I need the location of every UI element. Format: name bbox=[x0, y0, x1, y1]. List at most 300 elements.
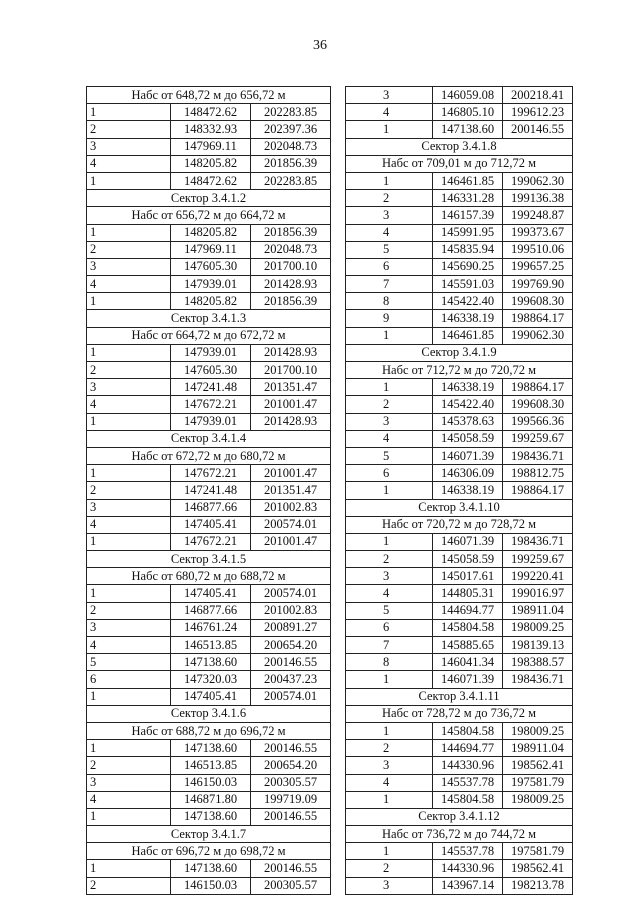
y-coordinate-cell: 200574.01 bbox=[251, 516, 331, 533]
x-coordinate-cell: 145804.58 bbox=[433, 722, 503, 739]
x-coordinate-cell: 145591.03 bbox=[433, 276, 503, 293]
x-coordinate-cell: 146071.39 bbox=[433, 447, 503, 464]
point-number-cell: 3 bbox=[346, 207, 433, 224]
point-number-cell: 1 bbox=[346, 172, 433, 189]
table-row bbox=[346, 293, 573, 310]
point-number-cell: 3 bbox=[87, 138, 171, 155]
table-row bbox=[87, 344, 331, 361]
table-row bbox=[87, 877, 331, 894]
table-row bbox=[87, 637, 331, 654]
x-coordinate-cell: 146338.19 bbox=[433, 482, 503, 499]
table-row bbox=[346, 104, 573, 121]
y-coordinate-cell: 200305.57 bbox=[251, 774, 331, 791]
x-coordinate-cell: 143967.14 bbox=[433, 877, 503, 894]
table-row bbox=[87, 172, 331, 189]
table-row bbox=[87, 654, 331, 671]
y-coordinate-cell: 199657.25 bbox=[503, 258, 573, 275]
table-row bbox=[346, 551, 573, 568]
table-row bbox=[87, 121, 331, 138]
y-coordinate-cell: 199062.30 bbox=[503, 172, 573, 189]
point-number-cell: 9 bbox=[346, 310, 433, 327]
x-coordinate-cell: 147605.30 bbox=[171, 258, 251, 275]
table-row bbox=[346, 447, 573, 464]
y-coordinate-cell: 198009.25 bbox=[503, 791, 573, 808]
y-coordinate-cell: 201351.47 bbox=[251, 379, 331, 396]
point-number-cell: 1 bbox=[87, 172, 171, 189]
y-coordinate-cell: 201001.47 bbox=[251, 396, 331, 413]
y-coordinate-cell: 199612.23 bbox=[503, 104, 573, 121]
point-number-cell: 3 bbox=[346, 568, 433, 585]
section-header: Набс от 736,72 м до 744,72 м bbox=[346, 826, 573, 843]
y-coordinate-cell: 199608.30 bbox=[503, 293, 573, 310]
x-coordinate-cell: 146877.66 bbox=[171, 499, 251, 516]
y-coordinate-cell: 199062.30 bbox=[503, 327, 573, 344]
y-coordinate-cell: 200574.01 bbox=[251, 585, 331, 602]
table-row bbox=[346, 568, 573, 585]
table-row bbox=[87, 396, 331, 413]
x-coordinate-cell: 146071.39 bbox=[433, 533, 503, 550]
y-coordinate-cell: 198139.13 bbox=[503, 637, 573, 654]
x-coordinate-cell: 147138.60 bbox=[171, 860, 251, 877]
table-row bbox=[87, 379, 331, 396]
table-row bbox=[87, 155, 331, 172]
section-header-row bbox=[87, 826, 331, 843]
x-coordinate-cell: 145058.59 bbox=[433, 551, 503, 568]
x-coordinate-cell: 146877.66 bbox=[171, 602, 251, 619]
x-coordinate-cell: 146461.85 bbox=[433, 172, 503, 189]
y-coordinate-cell: 198436.71 bbox=[503, 533, 573, 550]
x-coordinate-cell: 145537.78 bbox=[433, 843, 503, 860]
point-number-cell: 7 bbox=[346, 276, 433, 293]
x-coordinate-cell: 146461.85 bbox=[433, 327, 503, 344]
table-row bbox=[346, 396, 573, 413]
x-coordinate-cell: 144330.96 bbox=[433, 757, 503, 774]
table-row bbox=[87, 860, 331, 877]
table-row bbox=[346, 722, 573, 739]
y-coordinate-cell: 198009.25 bbox=[503, 619, 573, 636]
point-number-cell: 4 bbox=[87, 396, 171, 413]
point-number-cell: 4 bbox=[346, 430, 433, 447]
table-body-right bbox=[346, 87, 573, 895]
point-number-cell: 6 bbox=[346, 258, 433, 275]
x-coordinate-cell: 146871.80 bbox=[171, 791, 251, 808]
table-row bbox=[87, 808, 331, 825]
point-number-cell: 3 bbox=[346, 413, 433, 430]
y-coordinate-cell: 201428.93 bbox=[251, 344, 331, 361]
x-coordinate-cell: 146761.24 bbox=[171, 619, 251, 636]
table-row bbox=[346, 482, 573, 499]
point-number-cell: 1 bbox=[346, 791, 433, 808]
x-coordinate-cell: 145422.40 bbox=[433, 396, 503, 413]
table-row bbox=[87, 138, 331, 155]
table-row bbox=[87, 465, 331, 482]
x-coordinate-cell: 146150.03 bbox=[171, 774, 251, 791]
x-coordinate-cell: 146338.19 bbox=[433, 310, 503, 327]
table-row bbox=[346, 671, 573, 688]
x-coordinate-cell: 145017.61 bbox=[433, 568, 503, 585]
y-coordinate-cell: 201351.47 bbox=[251, 482, 331, 499]
point-number-cell: 3 bbox=[346, 877, 433, 894]
x-coordinate-cell: 146513.85 bbox=[171, 637, 251, 654]
table-row bbox=[346, 327, 573, 344]
table-row bbox=[346, 258, 573, 275]
x-coordinate-cell: 145422.40 bbox=[433, 293, 503, 310]
section-header: Набс от 728,72 м до 736,72 м bbox=[346, 705, 573, 722]
point-number-cell: 1 bbox=[346, 533, 433, 550]
table-row bbox=[346, 413, 573, 430]
section-header-row bbox=[87, 843, 331, 860]
x-coordinate-cell: 147969.11 bbox=[171, 241, 251, 258]
section-header: Набс от 720,72 м до 728,72 м bbox=[346, 516, 573, 533]
y-coordinate-cell: 202048.73 bbox=[251, 241, 331, 258]
point-number-cell: 2 bbox=[346, 551, 433, 568]
section-header-row bbox=[346, 362, 573, 379]
point-number-cell: 1 bbox=[346, 327, 433, 344]
section-header-row bbox=[346, 826, 573, 843]
point-number-cell: 4 bbox=[87, 791, 171, 808]
x-coordinate-cell: 145690.25 bbox=[433, 258, 503, 275]
section-header: Сектор 3.4.1.5 bbox=[87, 551, 331, 568]
section-header: Сектор 3.4.1.7 bbox=[87, 826, 331, 843]
y-coordinate-cell: 200654.20 bbox=[251, 757, 331, 774]
y-coordinate-cell: 202397.36 bbox=[251, 121, 331, 138]
y-coordinate-cell: 199373.67 bbox=[503, 224, 573, 241]
point-number-cell: 1 bbox=[346, 671, 433, 688]
section-header: Сектор 3.4.1.10 bbox=[346, 499, 573, 516]
section-header-row bbox=[346, 138, 573, 155]
y-coordinate-cell: 198562.41 bbox=[503, 757, 573, 774]
section-header-row bbox=[87, 722, 331, 739]
table-row bbox=[87, 258, 331, 275]
x-coordinate-cell: 144330.96 bbox=[433, 860, 503, 877]
point-number-cell: 2 bbox=[87, 757, 171, 774]
table-row bbox=[346, 877, 573, 894]
point-number-cell: 4 bbox=[346, 774, 433, 791]
point-number-cell: 4 bbox=[87, 637, 171, 654]
x-coordinate-cell: 147939.01 bbox=[171, 413, 251, 430]
x-coordinate-cell: 147405.41 bbox=[171, 516, 251, 533]
y-coordinate-cell: 199566.36 bbox=[503, 413, 573, 430]
x-coordinate-cell: 144694.77 bbox=[433, 602, 503, 619]
x-coordinate-cell: 146041.34 bbox=[433, 654, 503, 671]
point-number-cell: 1 bbox=[346, 722, 433, 739]
section-header: Набс от 696,72 м до 698,72 м bbox=[87, 843, 331, 860]
table-row bbox=[346, 379, 573, 396]
point-number-cell: 5 bbox=[87, 654, 171, 671]
x-coordinate-cell: 147939.01 bbox=[171, 276, 251, 293]
table-body-left bbox=[87, 87, 331, 895]
y-coordinate-cell: 198911.04 bbox=[503, 602, 573, 619]
y-coordinate-cell: 199608.30 bbox=[503, 396, 573, 413]
y-coordinate-cell: 199136.38 bbox=[503, 190, 573, 207]
table-row bbox=[87, 241, 331, 258]
y-coordinate-cell: 199220.41 bbox=[503, 568, 573, 585]
y-coordinate-cell: 202283.85 bbox=[251, 172, 331, 189]
x-coordinate-cell: 146071.39 bbox=[433, 671, 503, 688]
y-coordinate-cell: 198213.78 bbox=[503, 877, 573, 894]
table-row bbox=[346, 619, 573, 636]
point-number-cell: 3 bbox=[346, 757, 433, 774]
y-coordinate-cell: 201856.39 bbox=[251, 293, 331, 310]
y-coordinate-cell: 201002.83 bbox=[251, 499, 331, 516]
point-number-cell: 3 bbox=[87, 379, 171, 396]
section-header: Сектор 3.4.1.4 bbox=[87, 430, 331, 447]
point-number-cell: 1 bbox=[87, 860, 171, 877]
point-number-cell: 1 bbox=[87, 533, 171, 550]
table-row bbox=[346, 585, 573, 602]
section-header: Набс от 688,72 м до 696,72 м bbox=[87, 722, 331, 739]
point-number-cell: 1 bbox=[87, 585, 171, 602]
y-coordinate-cell: 200574.01 bbox=[251, 688, 331, 705]
section-header-row bbox=[87, 568, 331, 585]
x-coordinate-cell: 147939.01 bbox=[171, 344, 251, 361]
point-number-cell: 2 bbox=[87, 482, 171, 499]
table-row bbox=[346, 791, 573, 808]
x-coordinate-cell: 145885.65 bbox=[433, 637, 503, 654]
y-coordinate-cell: 201001.47 bbox=[251, 465, 331, 482]
table-row bbox=[87, 533, 331, 550]
table-row bbox=[87, 688, 331, 705]
point-number-cell: 1 bbox=[87, 344, 171, 361]
x-coordinate-cell: 146338.19 bbox=[433, 379, 503, 396]
table-row bbox=[87, 671, 331, 688]
x-coordinate-cell: 146805.10 bbox=[433, 104, 503, 121]
x-coordinate-cell: 145378.63 bbox=[433, 413, 503, 430]
point-number-cell: 2 bbox=[87, 877, 171, 894]
point-number-cell: 2 bbox=[346, 190, 433, 207]
section-header-row bbox=[87, 207, 331, 224]
x-coordinate-cell: 146306.09 bbox=[433, 465, 503, 482]
point-number-cell: 1 bbox=[346, 482, 433, 499]
section-header-row bbox=[87, 87, 331, 104]
y-coordinate-cell: 201002.83 bbox=[251, 602, 331, 619]
table-row bbox=[346, 740, 573, 757]
y-coordinate-cell: 199769.90 bbox=[503, 276, 573, 293]
point-number-cell: 4 bbox=[346, 104, 433, 121]
y-coordinate-cell: 198436.71 bbox=[503, 671, 573, 688]
table-row bbox=[346, 843, 573, 860]
point-number-cell: 2 bbox=[346, 740, 433, 757]
x-coordinate-cell: 145058.59 bbox=[433, 430, 503, 447]
table-row bbox=[87, 224, 331, 241]
point-number-cell: 6 bbox=[346, 465, 433, 482]
x-coordinate-cell: 148472.62 bbox=[171, 172, 251, 189]
point-number-cell: 1 bbox=[87, 413, 171, 430]
table-row bbox=[346, 430, 573, 447]
point-number-cell: 1 bbox=[87, 465, 171, 482]
point-number-cell: 1 bbox=[346, 379, 433, 396]
point-number-cell: 4 bbox=[87, 155, 171, 172]
x-coordinate-cell: 147405.41 bbox=[171, 688, 251, 705]
table-row bbox=[87, 791, 331, 808]
section-header-row bbox=[346, 155, 573, 172]
y-coordinate-cell: 200437.23 bbox=[251, 671, 331, 688]
point-number-cell: 3 bbox=[87, 258, 171, 275]
y-coordinate-cell: 197581.79 bbox=[503, 843, 573, 860]
section-header: Сектор 3.4.1.8 bbox=[346, 138, 573, 155]
y-coordinate-cell: 201856.39 bbox=[251, 224, 331, 241]
y-coordinate-cell: 198911.04 bbox=[503, 740, 573, 757]
section-header-row bbox=[346, 705, 573, 722]
table-row bbox=[87, 362, 331, 379]
point-number-cell: 6 bbox=[346, 619, 433, 636]
table-row bbox=[87, 104, 331, 121]
y-coordinate-cell: 200146.55 bbox=[251, 654, 331, 671]
y-coordinate-cell: 199016.97 bbox=[503, 585, 573, 602]
table-row bbox=[346, 310, 573, 327]
y-coordinate-cell: 199259.67 bbox=[503, 430, 573, 447]
y-coordinate-cell: 202283.85 bbox=[251, 104, 331, 121]
section-header-row bbox=[346, 688, 573, 705]
x-coordinate-cell: 148205.82 bbox=[171, 155, 251, 172]
x-coordinate-cell: 148332.93 bbox=[171, 121, 251, 138]
table-row bbox=[346, 224, 573, 241]
table-row bbox=[87, 276, 331, 293]
section-header-row bbox=[346, 516, 573, 533]
x-coordinate-cell: 147241.48 bbox=[171, 482, 251, 499]
section-header-row bbox=[346, 808, 573, 825]
y-coordinate-cell: 201428.93 bbox=[251, 413, 331, 430]
x-coordinate-cell: 146150.03 bbox=[171, 877, 251, 894]
point-number-cell: 1 bbox=[87, 104, 171, 121]
point-number-cell: 5 bbox=[346, 602, 433, 619]
point-number-cell: 1 bbox=[87, 740, 171, 757]
section-header-row bbox=[87, 705, 331, 722]
table-row bbox=[87, 774, 331, 791]
section-header: Сектор 3.4.1.3 bbox=[87, 310, 331, 327]
section-header-row bbox=[87, 190, 331, 207]
section-header: Сектор 3.4.1.11 bbox=[346, 688, 573, 705]
x-coordinate-cell: 147138.60 bbox=[171, 740, 251, 757]
table-row bbox=[346, 465, 573, 482]
x-coordinate-cell: 147969.11 bbox=[171, 138, 251, 155]
point-number-cell: 2 bbox=[346, 860, 433, 877]
table-row bbox=[87, 293, 331, 310]
table-row bbox=[346, 602, 573, 619]
y-coordinate-cell: 200654.20 bbox=[251, 637, 331, 654]
point-number-cell: 6 bbox=[87, 671, 171, 688]
y-coordinate-cell: 198864.17 bbox=[503, 379, 573, 396]
point-number-cell: 1 bbox=[346, 121, 433, 138]
point-number-cell: 2 bbox=[87, 362, 171, 379]
table-row bbox=[87, 757, 331, 774]
y-coordinate-cell: 200891.27 bbox=[251, 619, 331, 636]
point-number-cell: 5 bbox=[346, 241, 433, 258]
x-coordinate-cell: 147138.60 bbox=[171, 654, 251, 671]
table-row bbox=[87, 516, 331, 533]
section-header-row bbox=[87, 447, 331, 464]
y-coordinate-cell: 199248.87 bbox=[503, 207, 573, 224]
x-coordinate-cell: 146059.08 bbox=[433, 87, 503, 104]
point-number-cell: 2 bbox=[346, 396, 433, 413]
table-row bbox=[346, 87, 573, 104]
x-coordinate-cell: 147672.21 bbox=[171, 533, 251, 550]
x-coordinate-cell: 146331.28 bbox=[433, 190, 503, 207]
section-header: Набс от 656,72 м до 664,72 м bbox=[87, 207, 331, 224]
point-number-cell: 3 bbox=[87, 774, 171, 791]
x-coordinate-cell: 147138.60 bbox=[171, 808, 251, 825]
y-coordinate-cell: 198388.57 bbox=[503, 654, 573, 671]
x-coordinate-cell: 145537.78 bbox=[433, 774, 503, 791]
table-row bbox=[346, 757, 573, 774]
x-coordinate-cell: 145991.95 bbox=[433, 224, 503, 241]
y-coordinate-cell: 200146.55 bbox=[251, 808, 331, 825]
table-row bbox=[87, 413, 331, 430]
x-coordinate-cell: 147320.03 bbox=[171, 671, 251, 688]
table-row bbox=[87, 619, 331, 636]
section-header-row bbox=[87, 551, 331, 568]
y-coordinate-cell: 202048.73 bbox=[251, 138, 331, 155]
section-header-row bbox=[87, 310, 331, 327]
table-row bbox=[87, 602, 331, 619]
table-row bbox=[346, 637, 573, 654]
x-coordinate-cell: 147672.21 bbox=[171, 465, 251, 482]
table-row bbox=[346, 190, 573, 207]
table-row bbox=[87, 585, 331, 602]
y-coordinate-cell: 201700.10 bbox=[251, 362, 331, 379]
coordinates-table-right bbox=[345, 86, 572, 895]
table-row bbox=[346, 172, 573, 189]
x-coordinate-cell: 147405.41 bbox=[171, 585, 251, 602]
table-row bbox=[346, 207, 573, 224]
point-number-cell: 1 bbox=[87, 224, 171, 241]
y-coordinate-cell: 198864.17 bbox=[503, 482, 573, 499]
x-coordinate-cell: 145804.58 bbox=[433, 791, 503, 808]
x-coordinate-cell: 147138.60 bbox=[433, 121, 503, 138]
point-number-cell: 3 bbox=[87, 619, 171, 636]
point-number-cell: 1 bbox=[87, 808, 171, 825]
y-coordinate-cell: 199259.67 bbox=[503, 551, 573, 568]
y-coordinate-cell: 201856.39 bbox=[251, 155, 331, 172]
page-number: 36 bbox=[313, 38, 327, 53]
section-header: Набс от 712,72 м до 720,72 м bbox=[346, 362, 573, 379]
y-coordinate-cell: 198436.71 bbox=[503, 447, 573, 464]
section-header: Набс от 664,72 м до 672,72 м bbox=[87, 327, 331, 344]
table-row bbox=[346, 241, 573, 258]
point-number-cell: 3 bbox=[346, 87, 433, 104]
y-coordinate-cell: 200305.57 bbox=[251, 877, 331, 894]
section-header: Набс от 672,72 м до 680,72 м bbox=[87, 447, 331, 464]
point-number-cell: 4 bbox=[87, 516, 171, 533]
y-coordinate-cell: 198864.17 bbox=[503, 310, 573, 327]
section-header: Сектор 3.4.1.9 bbox=[346, 344, 573, 361]
table-row bbox=[346, 860, 573, 877]
x-coordinate-cell: 148205.82 bbox=[171, 224, 251, 241]
y-coordinate-cell: 198009.25 bbox=[503, 722, 573, 739]
x-coordinate-cell: 147241.48 bbox=[171, 379, 251, 396]
point-number-cell: 1 bbox=[346, 843, 433, 860]
x-coordinate-cell: 146157.39 bbox=[433, 207, 503, 224]
table-row bbox=[346, 121, 573, 138]
x-coordinate-cell: 148472.62 bbox=[171, 104, 251, 121]
y-coordinate-cell: 200146.55 bbox=[503, 121, 573, 138]
point-number-cell: 2 bbox=[87, 241, 171, 258]
y-coordinate-cell: 198562.41 bbox=[503, 860, 573, 877]
table-row bbox=[346, 654, 573, 671]
x-coordinate-cell: 147605.30 bbox=[171, 362, 251, 379]
point-number-cell: 1 bbox=[87, 688, 171, 705]
x-coordinate-cell: 145804.58 bbox=[433, 619, 503, 636]
section-header: Набс от 648,72 м до 656,72 м bbox=[87, 87, 331, 104]
y-coordinate-cell: 201001.47 bbox=[251, 533, 331, 550]
x-coordinate-cell: 145835.94 bbox=[433, 241, 503, 258]
point-number-cell: 7 bbox=[346, 637, 433, 654]
point-number-cell: 4 bbox=[346, 585, 433, 602]
x-coordinate-cell: 147672.21 bbox=[171, 396, 251, 413]
point-number-cell: 2 bbox=[87, 121, 171, 138]
y-coordinate-cell: 201700.10 bbox=[251, 258, 331, 275]
point-number-cell: 4 bbox=[346, 224, 433, 241]
